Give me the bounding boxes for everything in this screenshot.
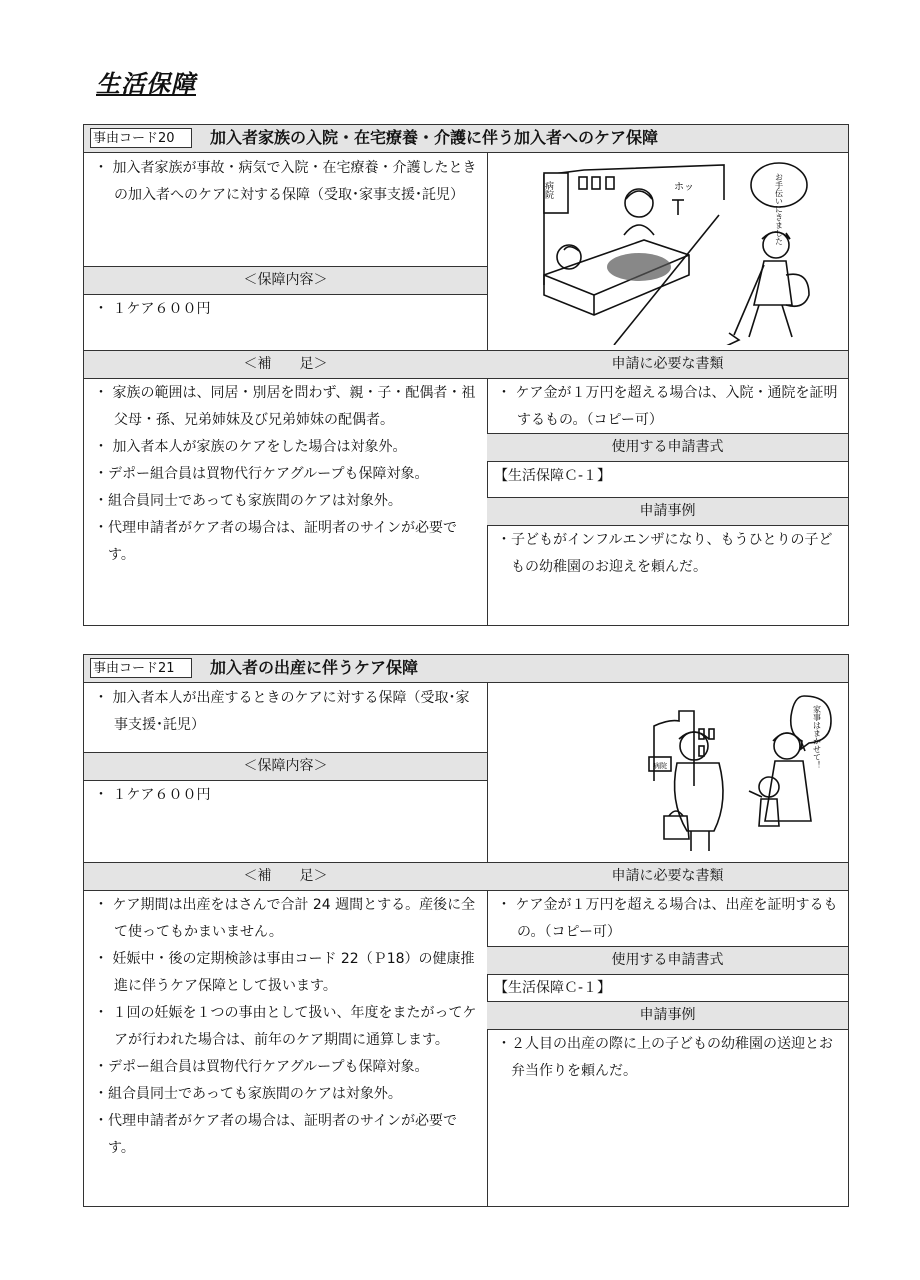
- supplement-header: ＜補 足＞: [84, 862, 487, 891]
- list-item: ・ １回の妊娠を１つの事由として扱い、年度をまたがってケアが行われた場合は、前年のケア期間に通算します。: [94, 1005, 477, 1048]
- supplement-list: [84, 892, 487, 1162]
- illustration-sign: 病院: [543, 181, 553, 199]
- supplement-list: [84, 380, 487, 569]
- form-text: 【生活保障Ｃ-１】: [494, 468, 612, 484]
- docs-text: ・ ケア金が１万円を超える場合は、出産を証明するもの。（コピー可）: [497, 897, 838, 940]
- example-header: 申請事例: [487, 1001, 848, 1030]
- list-item: ・ 妊娠中・後の定期検診は事由コード 22（Ｐ18）の健康推進に伴うケア保障として扱います。: [94, 951, 475, 994]
- section-care-childbirth: [83, 654, 849, 1207]
- supplement-header: ＜補 足＞: [84, 350, 487, 379]
- list-item: ・代理申請者がケア者の場合は、証明者のサインが必要です。: [94, 520, 458, 563]
- speech-bubble-text: お手伝いにきました: [774, 173, 784, 245]
- illustration-sign: 病院: [653, 762, 667, 770]
- description-text: ・ 加入者家族が事故・病気で入院・在宅療養・介護したときの加入者へのケアに対する保障（受取･家事支援･託児）: [94, 160, 477, 203]
- list-item: ・ ケア期間は出産をはさんで合計 24 週間とする。産後に全て使ってもかまいません。: [94, 897, 476, 940]
- example-header: 申請事例: [487, 497, 848, 526]
- example-text: ・２人目の出産の際に上の子どもの幼稚園の送迎とお弁当作りを頼んだ。: [497, 1036, 833, 1079]
- example-text: ・子どもがインフルエンザになり、もうひとりの子どもの幼稚園のお迎えを頼んだ。: [497, 532, 833, 575]
- content-header: ＜保障内容＞: [84, 266, 487, 295]
- list-item: ・ 家族の範囲は、同居・別居を問わず、親・子・配偶者・祖父母・孫、兄弟姉妹及び兄弟姉妹の配偶者。: [94, 385, 476, 428]
- docs-header: 申請に必要な書類: [487, 350, 848, 379]
- list-item: ・デポー組合員は買物代行ケアグループも保障対象。: [94, 466, 429, 482]
- section-care-family-hospitalization: [83, 124, 849, 626]
- form-header: 使用する申請書式: [487, 433, 848, 462]
- docs-header: 申請に必要な書類: [487, 862, 848, 891]
- description-text: ・ 加入者本人が出産するときのケアに対する保障（受取･家事支援･託児）: [94, 690, 470, 733]
- form-text: 【生活保障Ｃ-１】: [494, 980, 612, 996]
- list-item: ・代理申請者がケア者の場合は、証明者のサインが必要です。: [94, 1113, 458, 1156]
- illustration-childbirth-helper: [569, 691, 839, 851]
- list-item: ・ 加入者本人が家族のケアをした場合は対象外。: [94, 439, 407, 455]
- list-item: ・組合員同士であっても家族間のケアは対象外。: [94, 493, 402, 509]
- content-text: ・ １ケア６００円: [94, 787, 211, 803]
- section-header: [84, 125, 848, 153]
- illustration-sound: ホッ: [674, 182, 694, 193]
- content-header: ＜保障内容＞: [84, 752, 487, 781]
- speech-bubble-text: 家事はまかせて！: [812, 705, 822, 769]
- reason-code-badge: 事由コード21: [90, 658, 192, 678]
- page-title: 生活保障: [96, 70, 196, 98]
- list-item: ・組合員同士であっても家族間のケアは対象外。: [94, 1086, 402, 1102]
- section-title: 加入者家族の入院・在宅療養・介護に伴う加入者へのケア保障: [210, 128, 659, 147]
- reason-code-badge: 事由コード20: [90, 128, 192, 148]
- docs-text: ・ ケア金が１万円を超える場合は、入院・通院を証明するもの。（コピー可）: [497, 385, 838, 428]
- section-header: [84, 655, 848, 683]
- list-item: ・デポー組合員は買物代行ケアグループも保障対象。: [94, 1059, 429, 1075]
- section-title: 加入者の出産に伴うケア保障: [210, 658, 419, 677]
- illustration-hospital-helper: [524, 155, 824, 345]
- content-text: ・ １ケア６００円: [94, 301, 211, 317]
- form-header: 使用する申請書式: [487, 946, 848, 975]
